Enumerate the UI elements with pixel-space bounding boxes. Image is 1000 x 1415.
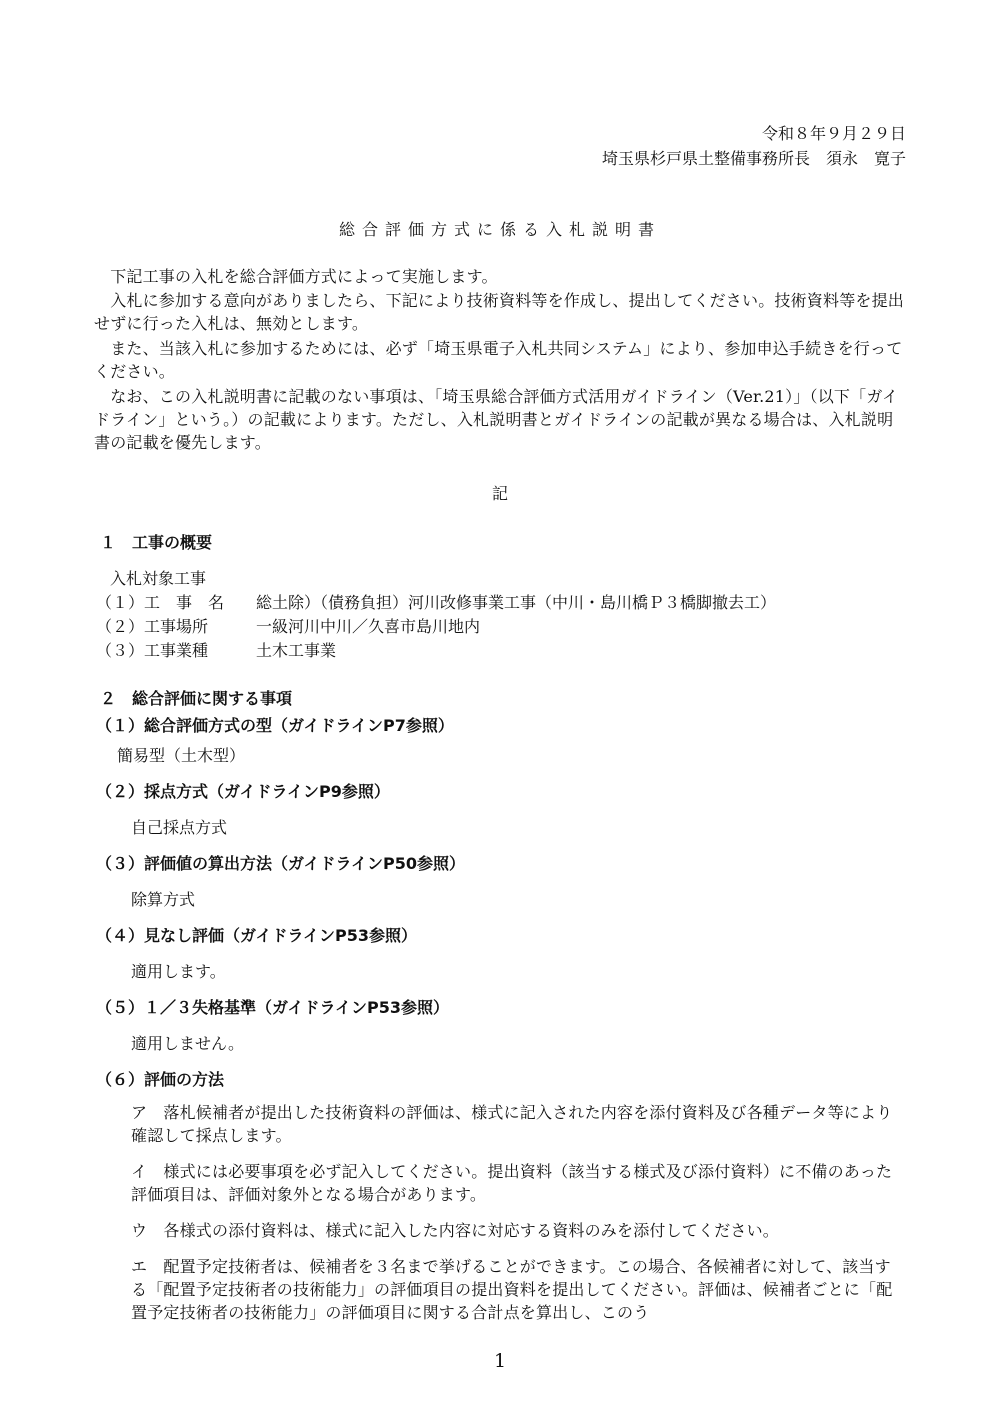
intro-paragraph: 下記工事の入札を総合評価方式によって実施します。 [94, 267, 498, 286]
document-date: 令和８年９月２９日 [761, 124, 906, 143]
subsection-heading: （３）評価値の算出方法（ガイドラインP50参照） [96, 854, 466, 873]
project-label: （２）工事場所 [96, 617, 209, 636]
subsection-heading: （６）評価の方法 [96, 1070, 225, 1089]
method-point: エ 配置予定技術者は、候補者を３名まで挙げることができます。この場合、各候補者に対して、該当する「配置予定技術者の技術能力」の評価項目の提出資料を提出してください。評価は、候補者ごとに「配置予定技術者の技術能力」の評価項目に関する合計点を算出し、このう [131, 1257, 893, 1322]
project-label: （１）工 事 名 [96, 593, 225, 612]
intro-paragraph: また、当該入札に参加するためには、必ず「埼玉県電子入札共同システム」により、参加申込手続きを行ってください。 [94, 339, 903, 381]
subsection-heading: （１）総合評価方式の型（ガイドラインP7参照） [96, 716, 454, 735]
section1-heading: １ 工事の概要 [100, 533, 213, 552]
subsection-heading: （５）１／３失格基準（ガイドラインP53参照） [96, 998, 450, 1017]
section2-heading: ２ 総合評価に関する事項 [100, 689, 293, 708]
subsection-body: 適用しません。 [131, 1034, 244, 1053]
project-value: 一級河川中川／久喜市島川地内 [256, 617, 481, 636]
project-row [96, 614, 480, 637]
project-row [96, 638, 336, 661]
method-point: ウ 各様式の添付資料は、様式に記入した内容に対応する資料のみを添付してください。 [131, 1221, 780, 1240]
subsection-heading: （４）見なし評価（ガイドラインP53参照） [96, 926, 418, 945]
project-row [96, 590, 776, 613]
ki-marker: 記 [491, 484, 508, 503]
subsection-body: 自己採点方式 [131, 818, 228, 837]
section1-subheading: 入札対象工事 [110, 569, 207, 588]
document-title: 総合評価方式に係る入札説明書 [338, 220, 661, 239]
subsection-heading: （２）採点方式（ガイドラインP9参照） [96, 782, 390, 801]
subsection-body: 簡易型（土木型） [117, 746, 246, 765]
method-point: イ 様式には必要事項を必ず記入してください。提出資料（該当する様式及び添付資料）に不備のあった評価項目は、評価対象外となる場合があります。 [131, 1162, 893, 1204]
project-value: 総土除）（債務負担）河川改修事業工事（中川・島川橋Ｐ３橋脚撤去工） [256, 593, 777, 612]
intro-paragraph: 入札に参加する意向がありましたら、下記により技術資料等を作成し、提出してください。技術資料等を提出せずに行った入札は、無効とします。 [94, 291, 905, 333]
issuer-name: 埼玉県杉戸県土整備事務所長 須永 寛子 [601, 149, 906, 168]
intro-paragraph: なお、この入札説明書に記載のない事項は、「埼玉県総合評価方式活用ガイドライン（Ver.21）」（以下「ガイドライン」という。）の記載によります。ただし、入札説明書とガイドラインの記載が異なる場合は、入札説明書の記載を優先します。 [94, 387, 899, 452]
subsection-body: 適用します。 [131, 962, 226, 981]
project-value: 土木工事業 [256, 641, 337, 660]
project-label: （３）工事業種 [96, 641, 209, 660]
method-point: ア 落札候補者が提出した技術資料の評価は、様式に記入された内容を添付資料及び各種データ等により確認して採点します。 [131, 1103, 893, 1145]
page-number: 1 [493, 1350, 507, 1372]
subsection-body: 除算方式 [131, 890, 196, 909]
